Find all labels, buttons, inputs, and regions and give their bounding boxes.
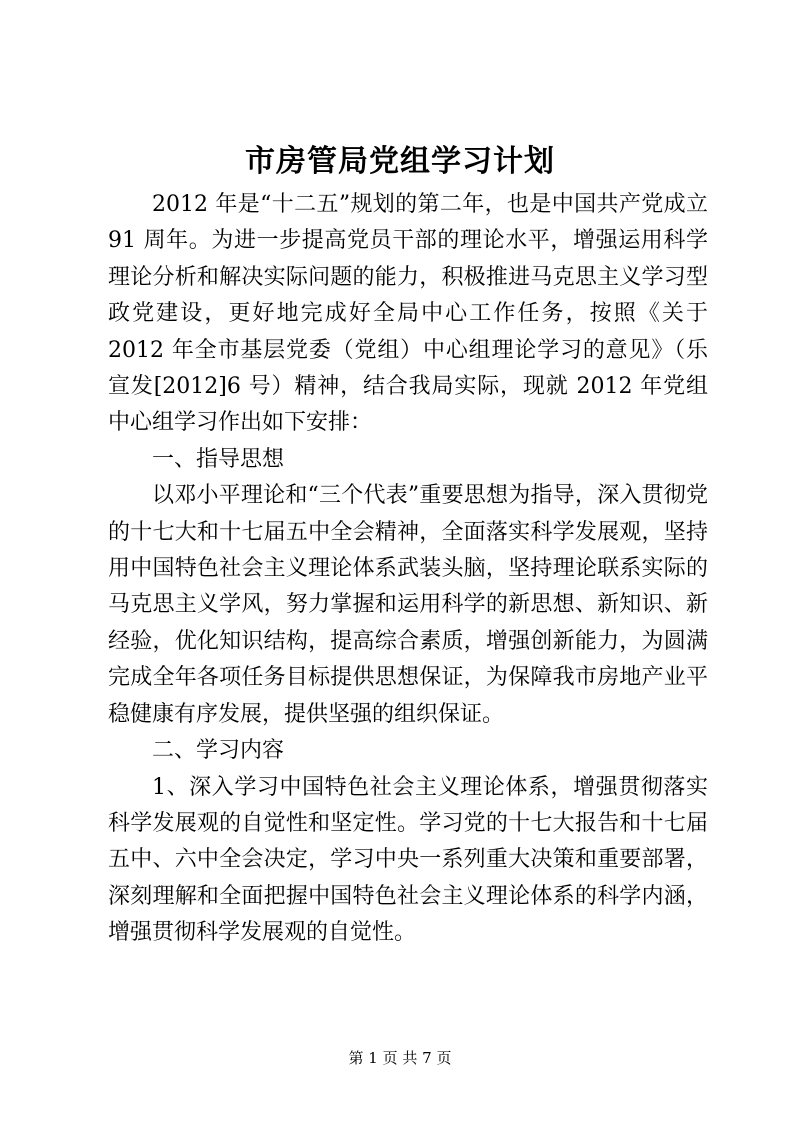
paragraph-study-content-1: 1、深入学习中国特色社会主义理论体系，增强贯彻落实科学发展观的自觉性和坚定性。学习党的十七大报告和十七届五中、六中全会决定，学习中央一系列重大决策和重要部署，深刻理解和全面把握中国特色社会主义理论体系的科学内涵，增强贯彻科学发展观的自觉性。 [108, 774, 708, 946]
section-heading-study-content: 二、学习内容 [152, 738, 285, 764]
paragraph-intro: 2012 年是“十二五”规划的第二年，也是中国共产党成立 91 周年。为进一步提高党员干部的理论水平，增强运用科学理论分析和解决实际问题的能力，积极推进马克思主义学习型政党建设，更好地完成好全局中心工作任务，按照《关于 2012 年全市基层党委（党组）中心组理论学习的意见》（乐宣发[2012]6 号）精神，结合我局实际，现就 2012 年党组中心组学习作出如下安排： [108, 192, 708, 436]
document-body [108, 187, 708, 952]
section-heading-guiding-ideology: 一、指导思想 [152, 446, 285, 472]
paragraph-guiding-ideology: 以邓小平理论和“三个代表”重要思想为指导，深入贯彻党的十七大和十七届五中全会精神，全面落实科学发展观，坚持用中国特色社会主义理论体系武装头脑，坚持理论联系实际的马克思主义学风，努力掌握和运用科学的新思想、新知识、新经验，优化知识结构，提高综合素质，增强创新能力，为圆满完成全年各项任务目标提供思想保证，为保障我市房地产业平稳健康有序发展，提供坚强的组织保证。 [108, 483, 708, 727]
page-footer: 第 1 页 共 7 页 [348, 1049, 452, 1067]
document-title: 市房管局党组学习计划 [245, 144, 555, 179]
